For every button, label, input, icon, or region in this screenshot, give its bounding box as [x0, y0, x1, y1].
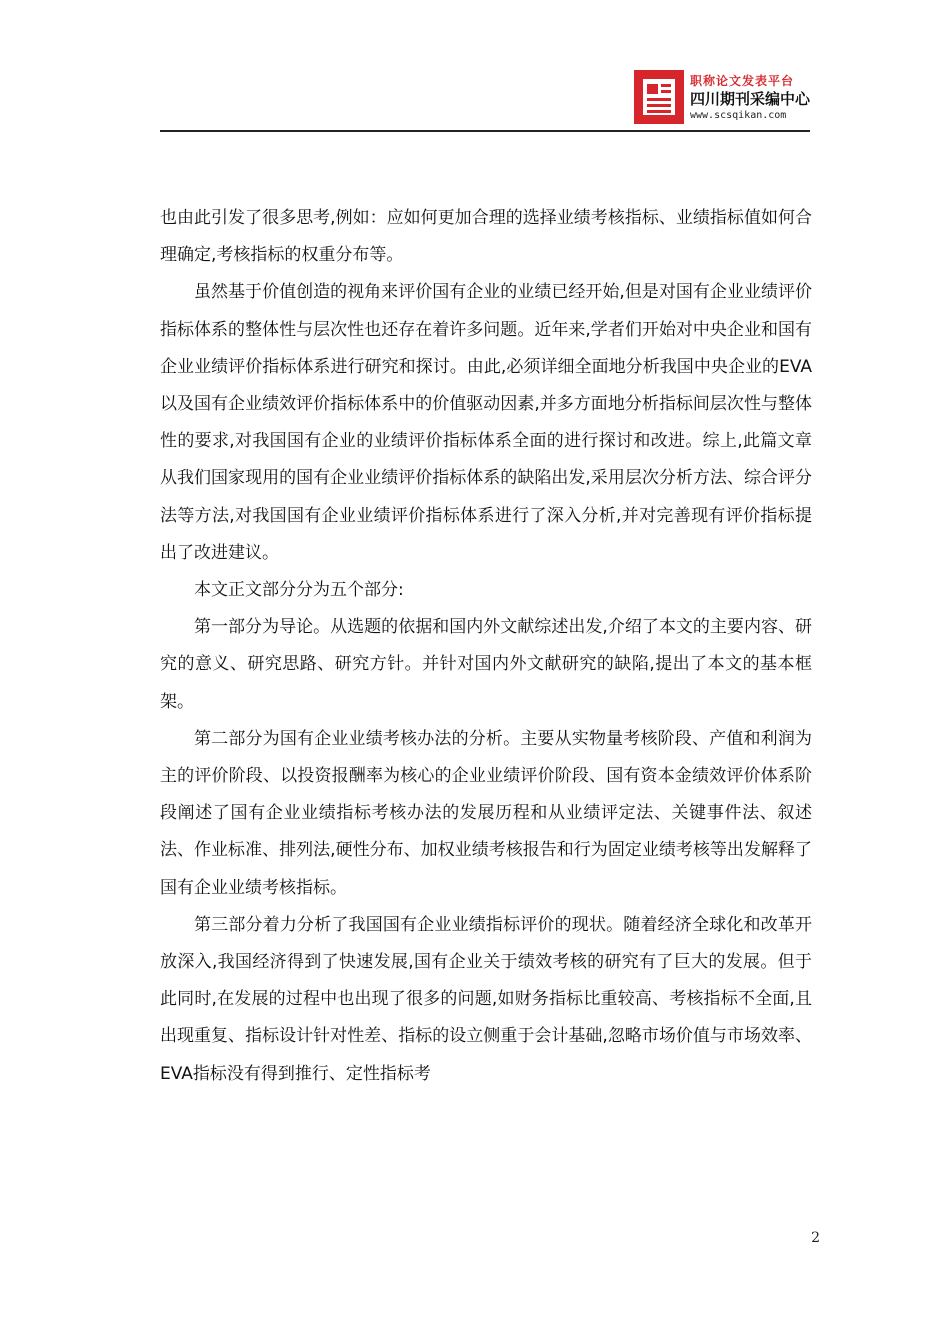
paragraph: 也由此引发了很多思考,例如：应如何更加合理的选择业绩考核指标、业绩指标值如何合理确定,考核指标的权重分布等。	[160, 208, 812, 266]
paragraph: 本文正文部分分为五个部分:	[194, 580, 404, 601]
paragraph: 虽然基于价值创造的视角来评价国有企业的业绩已经开始,但是对国有企业业绩评价指标体系的整体性与层次性也还存在着许多问题。近年来,学者们开始对中央企业和国有企业业绩评价指标体系进行研究和探讨。由此,必须详细全面地分析我国中央企业的EVA以及国有企业绩效评价指标体系中的价值驱动因素,并多方面地分析指标间层次性与整体性的要求,对我国国有企业的业绩评价指标体系全面的进行探讨和改进。综上,此篇文章从我们国家现用的国有企业业绩评价指标体系的缺陷出发,采用层次分析方法、综合评分法等方法,对我国国有企业业绩评价指标体系进行了深入分析,并对完善现有评价指标提出了改进建议。	[160, 282, 812, 563]
paragraph: 第一部分为导论。从选题的依据和国内外文献综述出发,介绍了本文的主要内容、研究的意义、研究思路、研究方针。并针对国内外文献研究的缺陷,提出了本文的基本框架。	[160, 617, 812, 712]
paragraph: 第二部分为国有企业业绩考核办法的分析。主要从实物量考核阶段、产值和利润为主的评价阶段、以投资报酬率为核心的企业业绩评价阶段、国有资本金绩效评价体系阶段阐述了国有企业业绩指标考核办法的发展历程和从业绩评定法、关键事件法、叙述法、作业标准、排列法,硬性分布、加权业绩考核报告和行为固定业绩考核等出发解释了国有企业业绩考核指标。	[160, 728, 812, 898]
newspaper-icon	[634, 70, 684, 124]
logo-title: 四川期刊采编中心	[690, 90, 811, 108]
logo-tagline: 职称论文发表平台	[690, 74, 795, 88]
publisher-logo[interactable]	[634, 70, 810, 126]
body-text	[160, 200, 812, 1093]
paragraph: 第三部分着力分析了我国国有企业业绩指标评价的现状。随着经济全球化和改革开放深入,我国经济得到了快速发展,国有企业关于绩效考核的研究有了巨大的发展。但于此同时,在发展的过程中也出现了很多的问题,如财务指标比重较高、考核指标不全面,且出现重复、指标设计针对性差、指标的设立侧重于会计基础,忽略市场价值与市场效率、EVA指标没有得到推行、定性指标考	[160, 914, 812, 1084]
page-number: 2	[811, 1230, 820, 1246]
logo-url: www.scsqikan.com	[690, 110, 787, 121]
page-header	[160, 68, 810, 132]
